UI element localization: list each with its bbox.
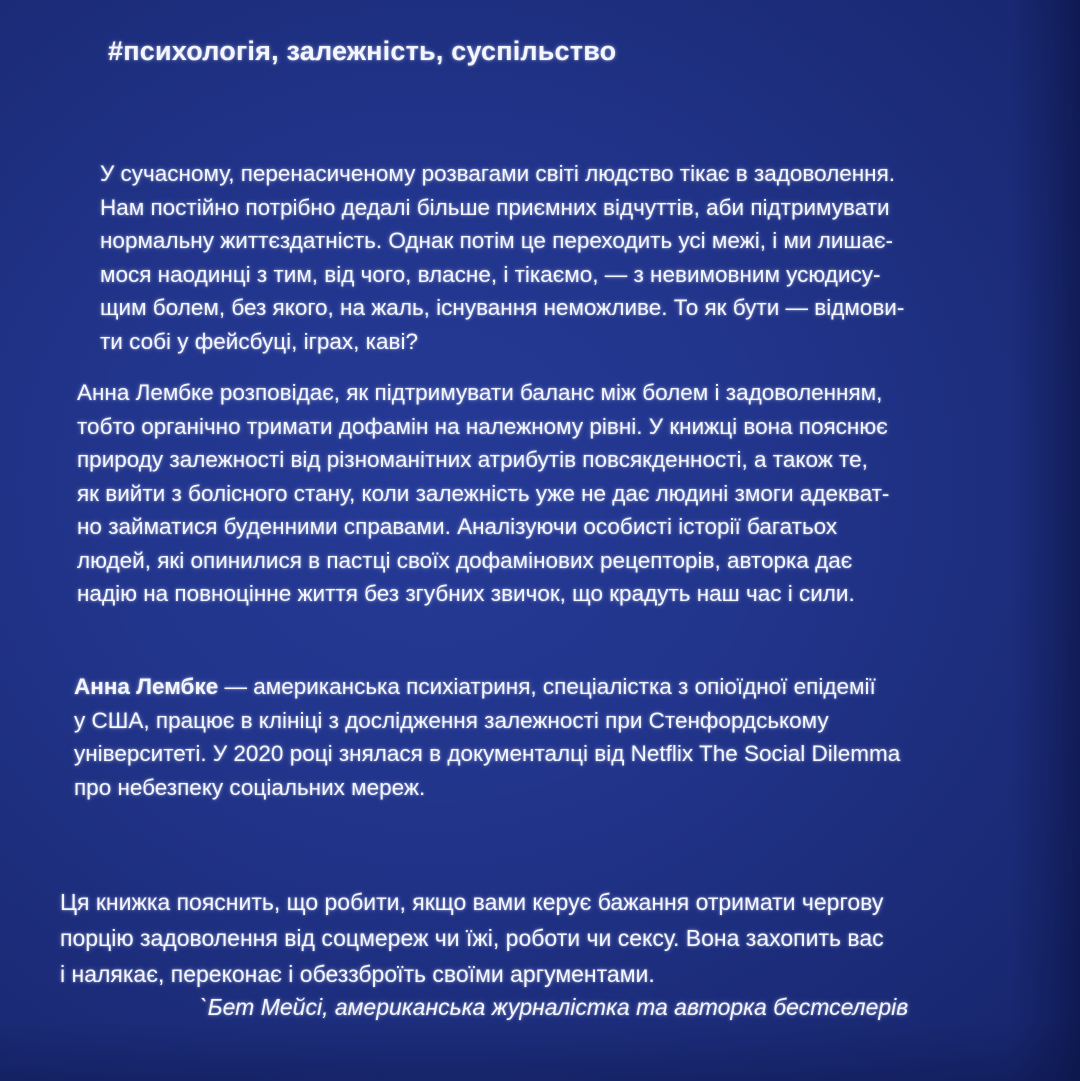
cover-bottom-shadow <box>0 1021 1080 1081</box>
text-line <box>74 670 900 704</box>
text-line: ти собі у фейсбуці, іграх, каві? <box>100 328 418 354</box>
text-line: У сучасному, перенасиченому розвагами світі людство тікає в задоволення. <box>100 161 896 186</box>
text-line: університеті. У 2020 році знялася в документалці від Netflix The Social Dilemma <box>74 741 901 766</box>
author-name: Анна Лембке <box>74 674 219 699</box>
description-paragraph-2 <box>77 376 889 611</box>
text-line: Анна Лембке розповідає, як підтримувати баланс між болем і задоволенням, <box>77 380 883 405</box>
text-line: но займатися буденними справами. Аналізуючи особисті історії багатьох <box>77 514 838 539</box>
quote-attribution: `Бет Мейсі, американська журналістка та авторка бестселерів <box>200 994 909 1020</box>
review-quote <box>60 884 884 992</box>
text-line: Нам постійно потрібно дедалі більше приємних відчуттів, аби підтримувати <box>100 194 890 220</box>
description-paragraph-1 <box>100 157 904 358</box>
text-line: нормальну життєздатність. Однак потім це переходить усі межі, і ми лишає- <box>100 228 893 253</box>
author-bio <box>74 670 900 804</box>
text-line: як вийти з болісного стану, коли залежність уже не дає людині змоги адекват- <box>77 480 890 506</box>
cover-edge-shadow <box>1010 0 1080 1081</box>
quote-attribution-text: Бет Мейсі, американська журналістка та авторка бестселерів <box>207 994 909 1020</box>
text-line: порцію задоволення від соцмереж чи їжі, роботи чи сексу. Вона захопить вас <box>60 925 884 951</box>
text-line: природу залежності від різноманітних атрибутів повсякденності, а також те, <box>77 447 868 472</box>
text-line: і налякає, переконає і обеззброїть своїми аргументами. <box>60 961 655 987</box>
genre-tags: #психологія, залежність, суспільство <box>108 36 617 66</box>
text-line: про небезпеку соціальних мереж. <box>74 774 426 800</box>
text-line: щим болем, без якого, на жаль, існування неможливе. То як бути — відмови- <box>100 295 905 320</box>
text-line: надію на повноцінне життя без згубних звичок, що крадуть наш час і сили. <box>77 581 855 606</box>
text-line: людей, які опинилися в пастці своїх дофамінових рецепторів, авторка дає <box>77 547 853 573</box>
text-line: Ця книжка пояснить, що робити, якщо вами керує бажання отримати чергову <box>60 889 884 915</box>
text-line: мося наодинці з тим, від чого, власне, і тікаємо, — з невимовним усюдису- <box>100 261 881 287</box>
text-line: у США, працює в клініці з дослідження залежності при Стенфордському <box>74 707 829 733</box>
author-bio-first-line: — американська психіатриня, спеціалістка з опіоїдної епідемії <box>218 674 876 699</box>
text-line: тобто органічно тримати дофамін на належному рівні. У книжці вона пояснює <box>77 413 888 439</box>
